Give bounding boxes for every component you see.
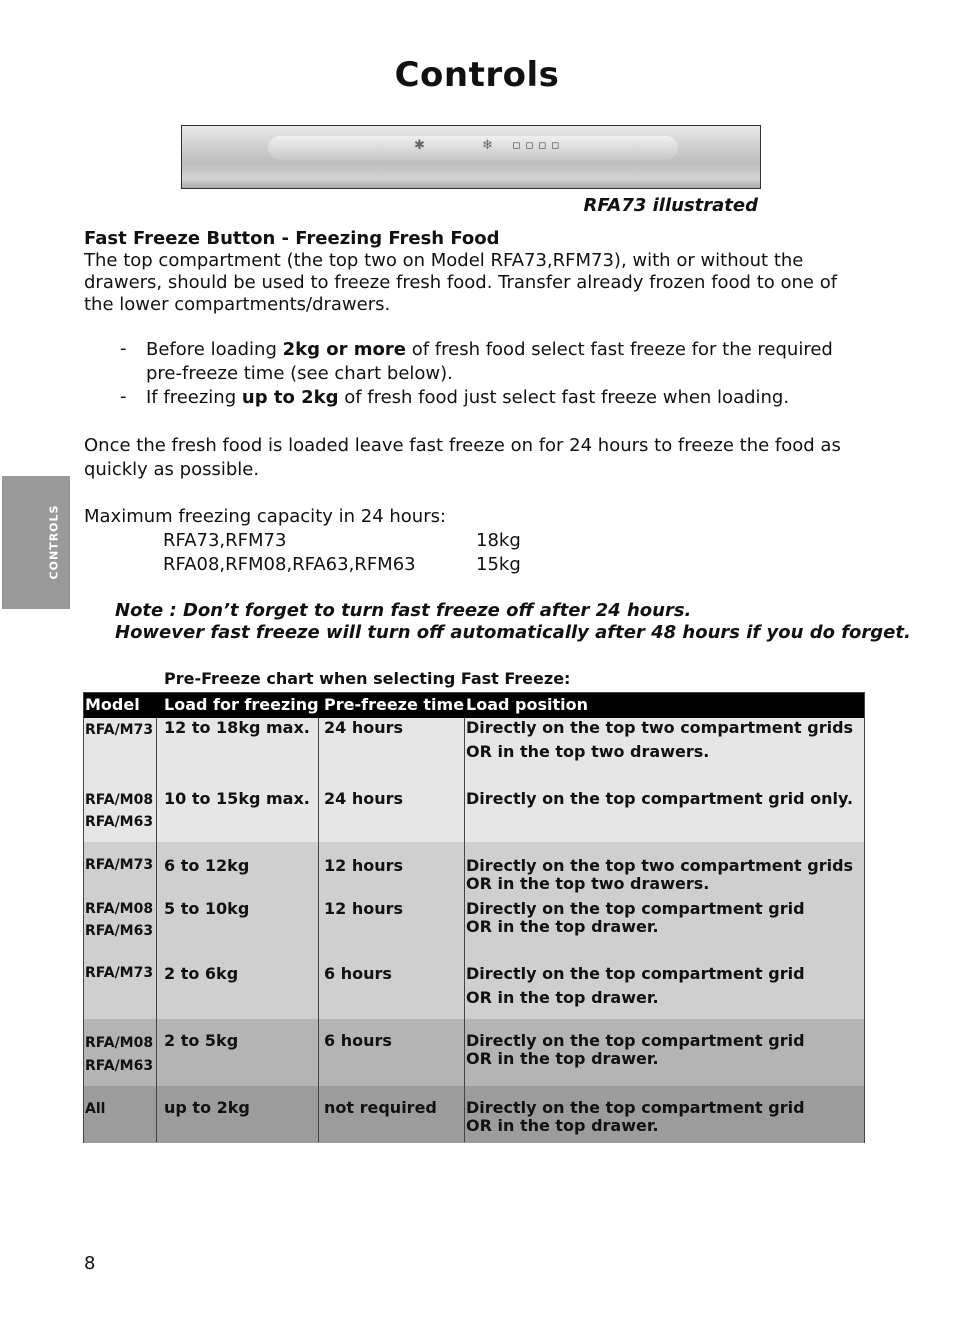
table-cell-time: 12 hours <box>324 856 404 875</box>
table-cell-load: 2 to 6kg <box>164 964 239 983</box>
table-cell-model: RFA/M63 <box>85 814 154 830</box>
table-cell-position: OR in the top drawer. <box>466 1116 659 1135</box>
bullet-text: If freezing up to 2kg of fresh food just select fast freeze when loading. <box>146 387 790 408</box>
table-cell-model: All <box>85 1101 106 1117</box>
side-tab-label: CONTROLS <box>47 504 61 580</box>
table-cell-load: 10 to 15kg max. <box>164 789 310 808</box>
note <box>115 600 911 644</box>
column-divider <box>318 718 319 1142</box>
section-heading: Fast Freeze Button - Freezing Fresh Food <box>84 228 500 249</box>
control-panel-illustration <box>181 125 761 189</box>
image-caption: RFA73 illustrated <box>583 195 758 216</box>
table-cell-position: Directly on the top compartment grid only. <box>466 789 854 808</box>
pre-freeze-table <box>83 692 865 1143</box>
table-cell-load: 2 to 5kg <box>164 1031 239 1050</box>
capacity-models: RFA73,RFM73 <box>163 530 287 551</box>
table-cell-position: Directly on the top compartment grid <box>466 1098 805 1117</box>
fast-freeze-duration-paragraph: Once the fresh food is loaded leave fast freeze on for 24 hours to freeze the food as quickly as possible. <box>84 435 841 480</box>
page-title: Controls <box>394 55 560 95</box>
table-cell-position: Directly on the top compartment grid <box>466 899 805 918</box>
column-header-load: Load for freezing <box>164 695 319 714</box>
table-cell-position: OR in the top two drawers. <box>466 874 710 893</box>
column-header-time: Pre-freeze time <box>324 695 465 714</box>
indicator-lights-icon: ▫ ▫ ▫ ▫ <box>512 138 560 153</box>
capacity-label: Maximum freezing capacity in 24 hours: <box>84 506 447 527</box>
column-header-model: Model <box>85 695 140 714</box>
table-cell-position: OR in the top drawer. <box>466 988 659 1007</box>
capacity-value: 15kg <box>476 554 521 575</box>
chart-title: Pre-Freeze chart when selecting Fast Freeze: <box>164 669 571 688</box>
table-cell-model: RFA/M63 <box>85 1058 154 1074</box>
table-cell-time: 12 hours <box>324 899 404 918</box>
table-cell-model: RFA/M63 <box>85 923 154 939</box>
table-cell-model: RFA/M73 <box>85 965 154 981</box>
column-divider <box>156 718 157 1142</box>
capacity-models: RFA08,RFM08,RFA63,RFM63 <box>163 554 416 575</box>
intro-paragraph: The top compartment (the top two on Model RFA73,RFM73), with or without the drawers, should be used to freeze fresh food. Transfer already frozen food to one of the lower compartments/drawers. <box>84 250 838 315</box>
table-cell-position: OR in the top two drawers. <box>466 742 710 761</box>
table-cell-model: RFA/M08 <box>85 901 154 917</box>
table-cell-model: RFA/M08 <box>85 792 154 808</box>
table-cell-time: not required <box>324 1098 437 1117</box>
table-cell-position: Directly on the top two compartment grids <box>466 718 854 737</box>
bullet-dash: - <box>120 338 127 359</box>
table-header <box>84 693 864 718</box>
table-cell-position: OR in the top drawer. <box>466 917 659 936</box>
bullet-dash: - <box>120 386 127 407</box>
table-cell-load: 12 to 18kg max. <box>164 718 310 737</box>
page-number: 8 <box>84 1253 96 1274</box>
table-cell-time: 24 hours <box>324 789 404 808</box>
table-cell-time: 24 hours <box>324 718 404 737</box>
capacity-value: 18kg <box>476 530 521 551</box>
table-cell-position: Directly on the top compartment grid <box>466 1031 805 1050</box>
table-cell-model: RFA/M08 <box>85 1035 154 1051</box>
table-cell-time: 6 hours <box>324 1031 392 1050</box>
table-cell-load: up to 2kg <box>164 1098 250 1117</box>
column-divider <box>464 718 465 1142</box>
table-cell-position: Directly on the top compartment grid <box>466 964 805 983</box>
bullet-text: Before loading 2kg or more of fresh food select fast freeze for the required pre-freeze time (see chart below). <box>146 339 833 384</box>
table-cell-model: RFA/M73 <box>85 857 154 873</box>
temperature-symbol-icon: ❄ <box>482 138 493 153</box>
table-cell-time: 6 hours <box>324 964 392 983</box>
note-line: However fast freeze will turn off automatically after 48 hours if you do forget. <box>115 622 911 643</box>
table-cell-model: RFA/M73 <box>85 722 154 738</box>
note-line: Note : Don’t forget to turn fast freeze off after 24 hours. <box>115 600 692 621</box>
table-cell-load: 5 to 10kg <box>164 899 250 918</box>
table-cell-position: OR in the top drawer. <box>466 1049 659 1068</box>
section-side-tab <box>2 476 70 609</box>
column-header-position: Load position <box>466 695 588 714</box>
table-cell-position: Directly on the top two compartment grids <box>466 856 854 875</box>
control-strip <box>268 136 678 160</box>
table-cell-load: 6 to 12kg <box>164 856 250 875</box>
fast-freeze-symbol-icon: ✱ <box>414 138 425 153</box>
